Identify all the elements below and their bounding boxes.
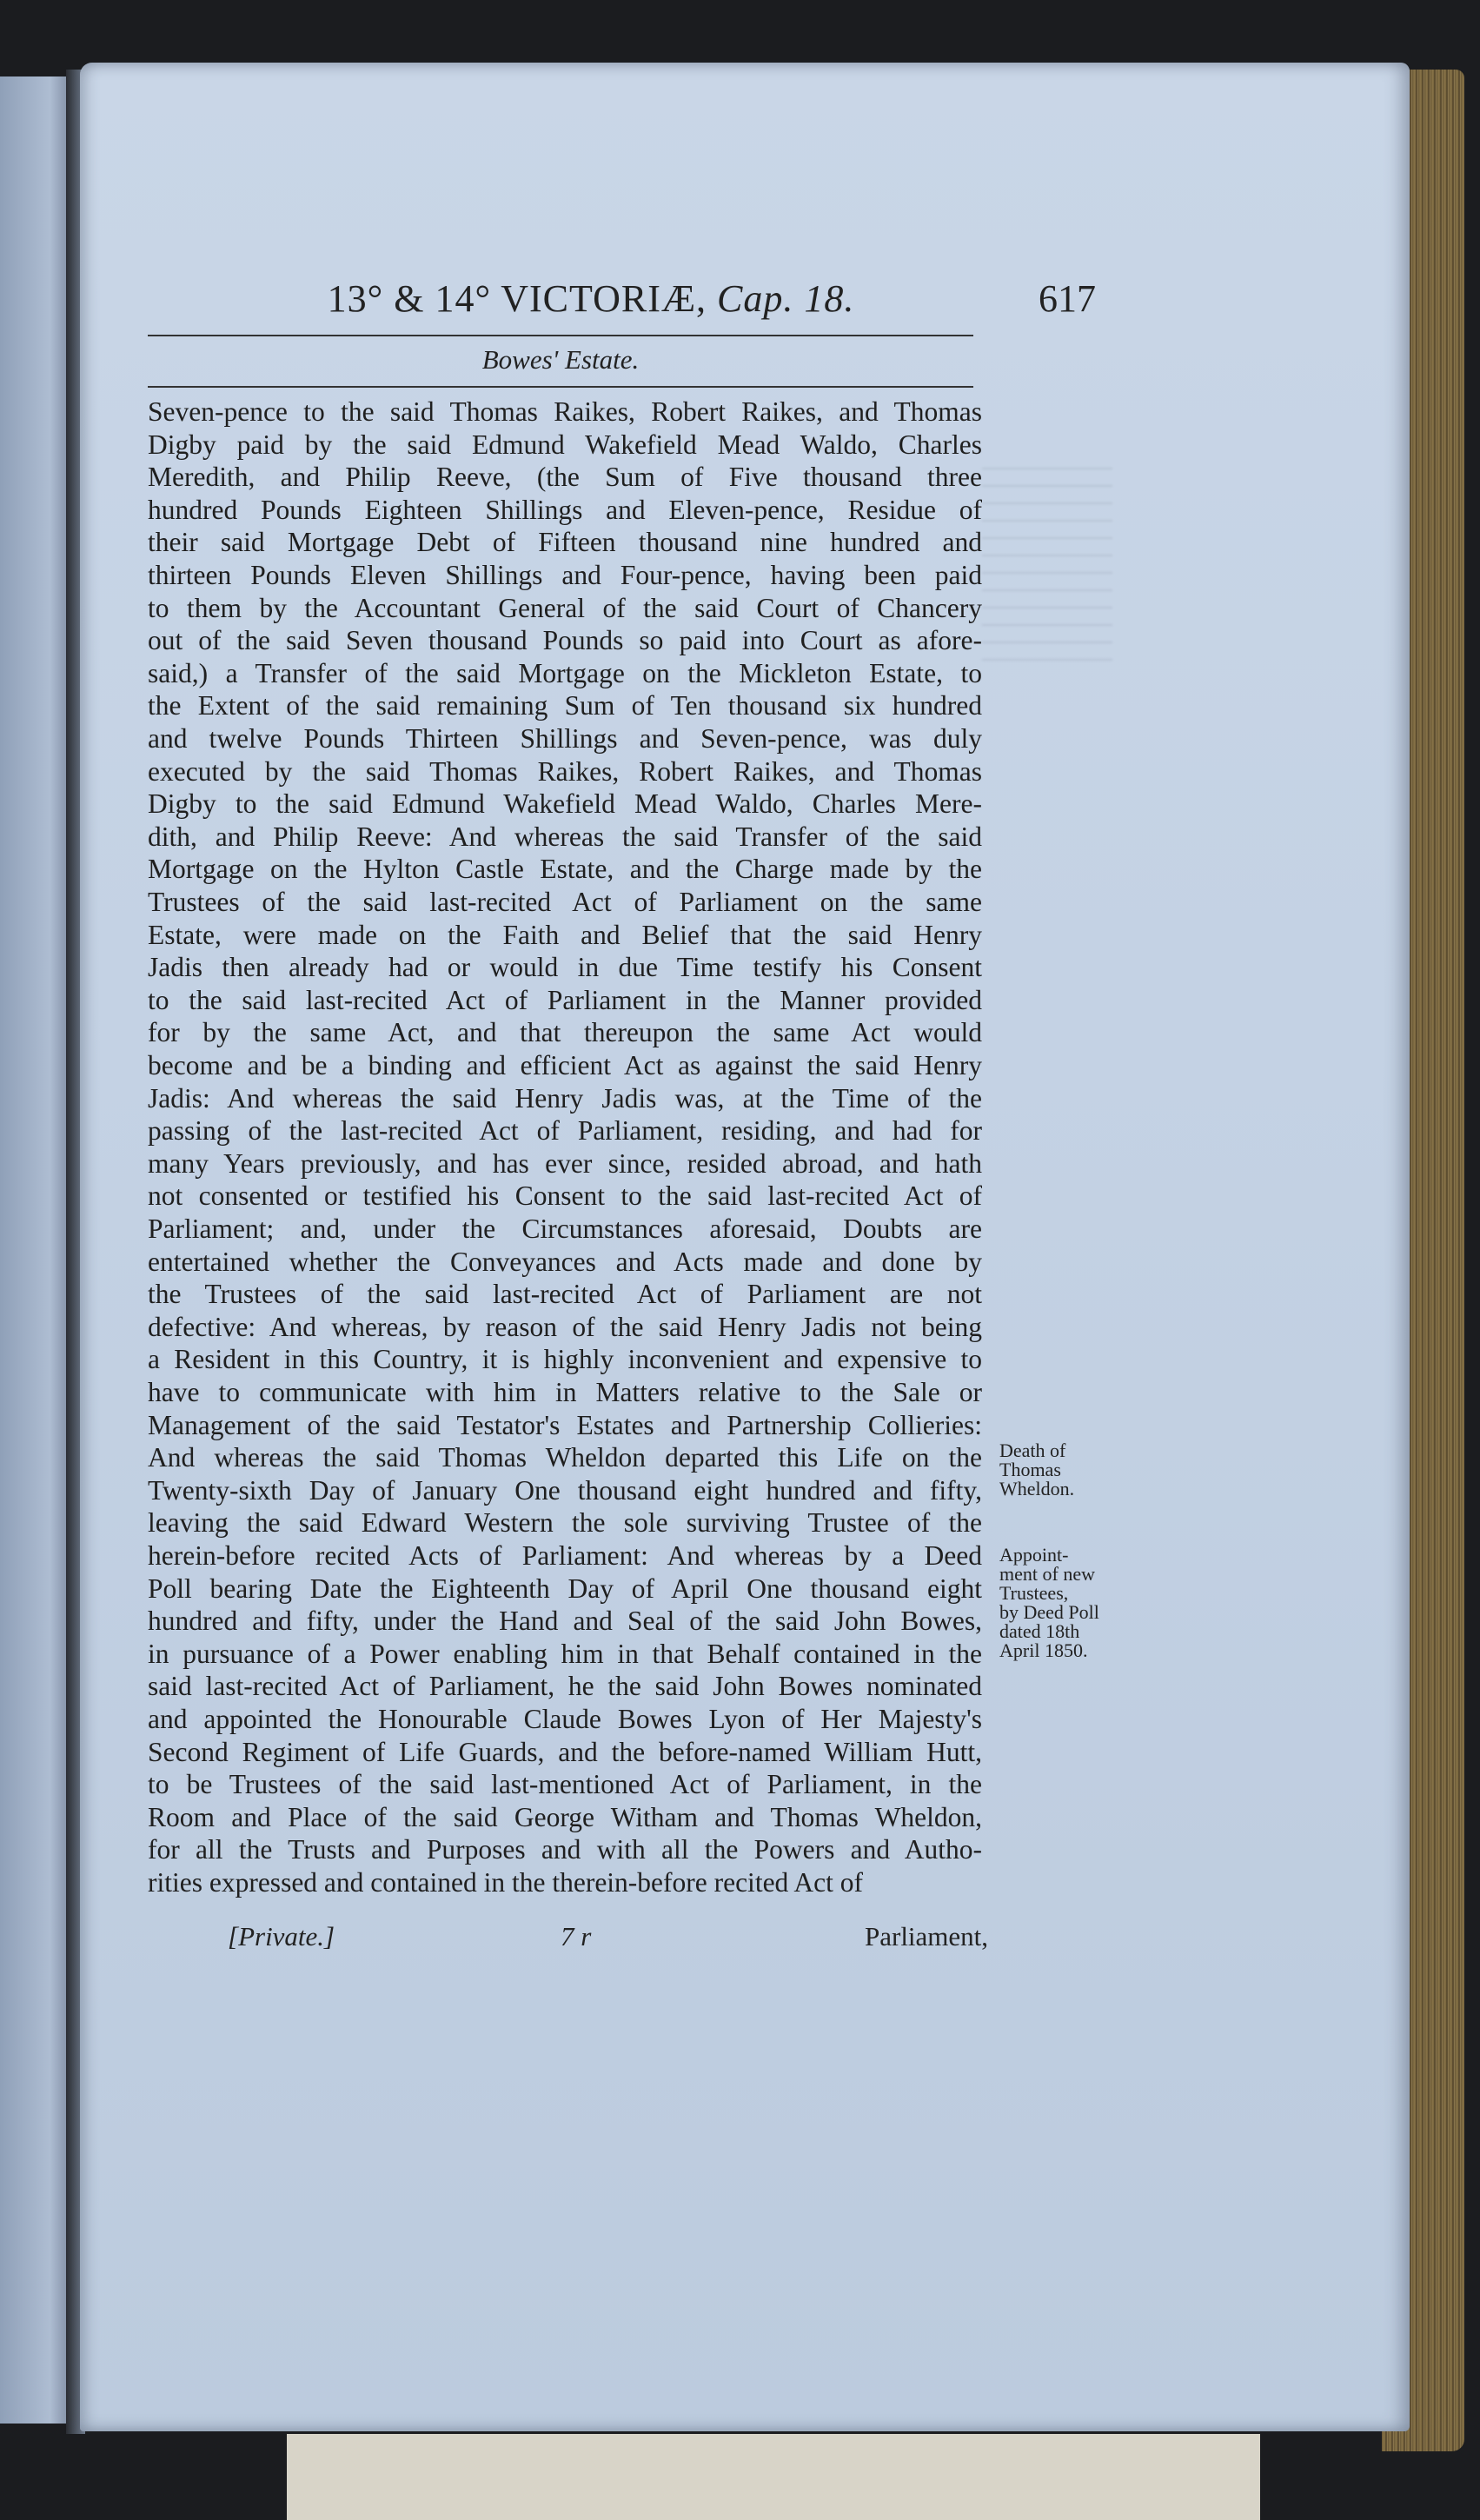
running-head-rule: [148, 386, 973, 388]
body-line: defective: And whereas, by reason of the said Henry Jadis not being: [148, 1311, 982, 1342]
body-line: the Extent of the said remaining Sum of Ten thousand six hundred: [148, 690, 982, 721]
body-line: and appointed the Honourable Claude Bowes Lyon of Her Majesty's: [148, 1704, 982, 1734]
body-line: Poll bearing Date the Eighteenth Day of April One thousand eight: [148, 1573, 982, 1604]
body-line: to be Trustees of the said last-mentioned Act of Parliament, in the: [148, 1769, 982, 1800]
header-title-prefix: 13° & 14° VICTORIÆ,: [327, 277, 707, 320]
body-line: not consented or testified his Consent to the said last-recited Act of: [148, 1180, 982, 1212]
body-line: Management of the said Testator's Estates and Partnership Collieries:: [148, 1409, 982, 1440]
body-line: passing of the last-recited Act of Parliament, residing, and had for: [148, 1115, 982, 1147]
footer-signature-mark: 7 r: [561, 1921, 592, 1952]
body-line: dith, and Philip Reeve: And whereas the said Transfer of the said: [148, 821, 982, 852]
body-line: and twelve Pounds Thirteen Shillings and Seven-pence, was duly: [148, 723, 982, 754]
body-line: Second Regiment of Life Guards, and the before-named William Hutt,: [148, 1736, 982, 1767]
page-number: 617: [1039, 277, 1096, 320]
body-line: entertained whether the Conveyances and Acts made and done by: [148, 1246, 982, 1277]
body-line: many Years previously, and has ever since, resided abroad, and hath: [148, 1147, 982, 1179]
facing-page-edge: [0, 76, 71, 2424]
body-line: out of the said Seven thousand Pounds so paid into Court as afore-: [148, 625, 982, 656]
body-line: leaving the said Edward Western the sole surviving Trustee of the: [148, 1507, 982, 1539]
body-line: rities expressed and contained in the therein-before recited Act of: [148, 1867, 864, 1898]
margin-note-line: by Deed Poll: [999, 1601, 1099, 1623]
body-line: Meredith, and Philip Reeve, (the Sum of Five thousand three: [148, 462, 982, 493]
margin-note-line: ment of new: [999, 1563, 1095, 1585]
body-line: herein-before recited Acts of Parliament: And whereas by a Deed: [148, 1540, 982, 1571]
body-line: hundred and fifty, under the Hand and Seal of the said John Bowes,: [148, 1606, 982, 1637]
body-line: have to communicate with him in Matters relative to the Sale or: [148, 1377, 982, 1407]
body-line: hundred Pounds Eighteen Shillings and Eleven-pence, Residue of: [148, 494, 982, 525]
body-line: for by the same Act, and that thereupon the same Act would: [148, 1017, 982, 1048]
footer-private-label: [Private.]: [228, 1921, 335, 1952]
margin-note-line: Thomas: [999, 1459, 1061, 1480]
body-line: executed by the said Thomas Raikes, Robert Raikes, and Thomas: [148, 755, 982, 787]
body-line: Trustees of the said last-recited Act of Parliament on the same: [148, 887, 982, 917]
body-line: the Trustees of the said last-recited Act of Parliament are not: [148, 1279, 982, 1310]
body-line: said,) a Transfer of the said Mortgage on the Mickleton Estate, to: [148, 657, 982, 688]
footer-signature: [561, 1921, 591, 1952]
body-line: And whereas the said Thomas Wheldon departed this Life on the: [148, 1442, 982, 1473]
header-chapter: Cap. 18.: [717, 277, 855, 320]
body-line: said last-recited Act of Parliament, he the said John Bowes nominated: [148, 1671, 982, 1702]
running-head: Bowes' Estate.: [481, 344, 640, 375]
body-line: Seven-pence to the said Thomas Raikes, Robert Raikes, and Thomas: [148, 396, 982, 427]
body-line: Jadis: And whereas the said Henry Jadis was, at the Time of the: [148, 1082, 982, 1114]
body-line: Digby paid by the said Edmund Wakefield Mead Waldo, Charles: [148, 429, 982, 460]
body-line: Estate, were made on the Faith and Belief that the said Henry: [148, 919, 982, 950]
body-line: Room and Place of the said George Witham and Thomas Wheldon,: [148, 1801, 982, 1832]
margin-note-appointment: [999, 1546, 1099, 1660]
footer-private: [228, 1921, 335, 1952]
margin-note-line: Wheldon.: [999, 1478, 1075, 1499]
margin-note-line: Death of: [999, 1440, 1066, 1461]
body-line: for all the Trusts and Purposes and with all the Powers and Autho-: [148, 1834, 982, 1865]
body-line: Twenty-sixth Day of January One thousand eight hundred and fifty,: [148, 1474, 982, 1506]
body-line: in pursuance of a Power enabling him in that Behalf contained in the: [148, 1638, 982, 1669]
body-line: to the said last-recited Act of Parliament in the Manner provided: [148, 984, 982, 1015]
margin-note-line: Appoint-: [999, 1544, 1069, 1566]
body-line: Jadis then already had or would in due Time testify his Consent: [148, 952, 982, 983]
margin-note-line: Trustees,: [999, 1582, 1069, 1604]
body-line: thirteen Pounds Eleven Shillings and Four-pence, having been paid: [148, 560, 982, 590]
margin-note-line: April 1850.: [999, 1639, 1088, 1661]
body-line: Mortgage on the Hylton Castle Estate, and the Charge made by the: [148, 854, 982, 885]
paper-strip: [287, 2434, 1260, 2520]
body-line: Digby to the said Edmund Wakefield Mead Waldo, Charles Mere-: [148, 788, 982, 820]
body-line: a Resident in this Country, it is highly inconvenient and expensive to: [148, 1344, 982, 1375]
header-rule: [148, 335, 973, 336]
footer-catchword: Parliament,: [865, 1921, 989, 1952]
show-through-text: [982, 452, 1112, 661]
body-line: their said Mortgage Debt of Fifteen thousand nine hundred and: [148, 527, 982, 558]
page-header-title: [287, 276, 895, 321]
body-line: Parliament; and, under the Circumstances aforesaid, Doubts are: [148, 1213, 982, 1244]
body-line: to them by the Accountant General of the said Court of Chancery: [148, 592, 982, 623]
body-line: become and be a binding and efficient Act as against the said Henry: [148, 1050, 982, 1080]
margin-note-line: dated 18th: [999, 1620, 1080, 1642]
margin-note-death: [999, 1441, 1074, 1499]
